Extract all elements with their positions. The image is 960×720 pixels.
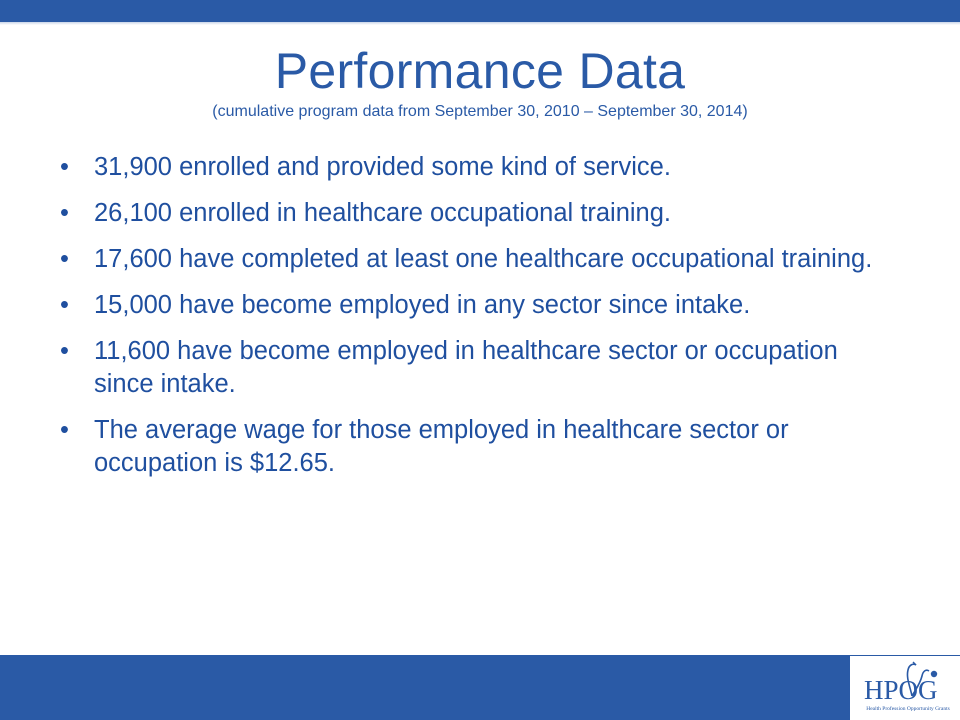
bullet-text: 11,600 have become employed in healthcare sector or occupation since intake. (94, 337, 838, 398)
bullet-item (60, 414, 880, 480)
bullet-marker: • (60, 291, 69, 319)
top-banner (0, 0, 960, 22)
bullet-marker: • (60, 245, 69, 273)
top-banner-shadow (0, 22, 960, 25)
bullet-text: 15,000 have become employed in any sector since intake. (94, 291, 751, 319)
logo-letters: HPOG (864, 675, 938, 705)
logo-caption: Health Profession Opportunity Grants (866, 706, 950, 712)
bullet-marker: • (60, 199, 69, 227)
bullet-text: 26,100 enrolled in healthcare occupational training. (94, 199, 671, 227)
bullet-marker: • (60, 153, 69, 181)
bullet-item (60, 335, 880, 401)
title-block (0, 40, 960, 122)
slide-title: Performance Data (274, 43, 686, 99)
bullet-text: 17,600 have completed at least one healthcare occupational training. (94, 245, 873, 273)
bottom-banner (0, 655, 960, 720)
bullet-text: The average wage for those employed in healthcare sector or occupation is $12.65. (94, 416, 789, 477)
bullet-text: 31,900 enrolled and provided some kind of service. (94, 153, 671, 181)
bullet-marker: • (60, 337, 69, 365)
bullet-item (60, 197, 880, 230)
bullet-item (60, 243, 880, 276)
bullet-list (60, 151, 880, 493)
bullet-marker: • (60, 416, 69, 444)
hpog-logo (850, 656, 960, 720)
slide-subtitle: (cumulative program data from September 30, 2010 – September 30, 2014) (212, 103, 748, 120)
bullet-item (60, 151, 880, 184)
bullet-item (60, 289, 880, 322)
